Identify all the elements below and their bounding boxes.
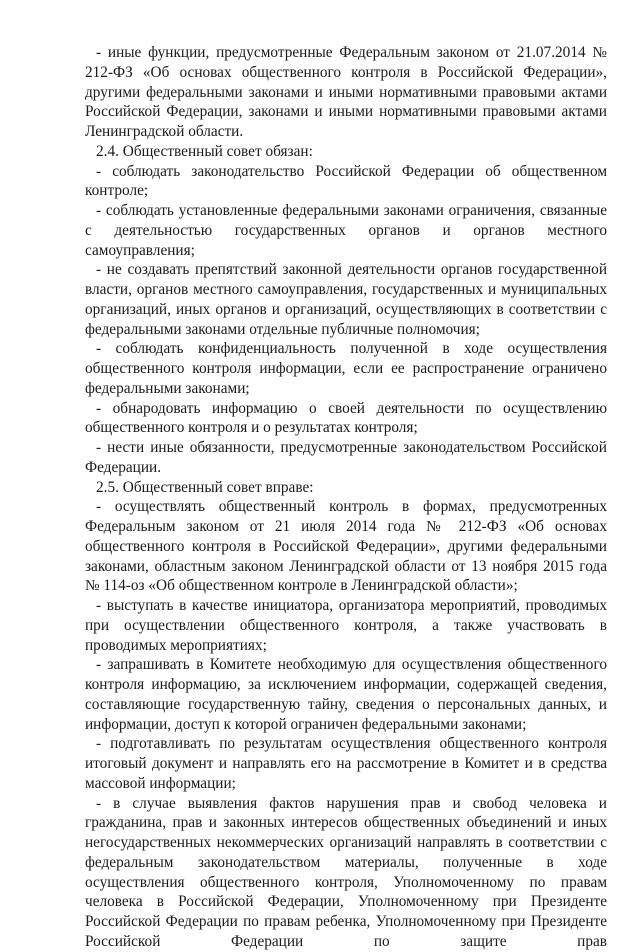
paragraph-final-document: - подготавливать по результатам осуществления общественного контроля итоговый документ и направлять его на рассмотрение в Комитет и в средства массовой информации; xyxy=(85,735,607,792)
section-heading-2-4: 2.4. Общественный совет обязан: xyxy=(96,142,313,160)
paragraph-obey-restrictions: - соблюдать установленные федеральными законами ограничения, связанные с деятельностью государственных органов и органов местного самоуправления; xyxy=(85,202,607,259)
paragraph-initiator: - выступать в качестве инициатора, организатора мероприятий, проводимых при осуществлении общественного контроля, а также участвовать в проводимых мероприятиях; xyxy=(85,597,607,654)
paragraph-no-obstacles: - не создавать препятствий законной деятельности органов государственной власти, органов местного самоуправления, государственных и муниципальных организаций, иных органов и организаций, осуществляющих в соответствии с федеральными законами отдельные публичные полномочия; xyxy=(85,261,607,338)
section-heading-2-5: 2.5. Общественный совет вправе: xyxy=(96,478,314,496)
paragraph-rights-violations: - в случае выявления фактов нарушения прав и свобод человека и гражданина, прав и законных интересов общественных объединений и иных негосударственных некоммерческих организаций направлять в соответствии с федеральным законодательством материалы, полученные в ходе осуществления общественного контроля, Уполномоченному по правам человека в Российской Федерации, Уполномоченному при Президенте Российской Федерации по правам ребенка, Уполномоченному при Президенте Российской Федерации по защите прав xyxy=(85,794,607,950)
paragraph-other-duties: - нести иные обязанности, предусмотренные законодательством Российской Федерации. xyxy=(85,439,607,476)
paragraph-request-info: - запрашивать в Комитете необходимую для осуществления общественного контроля информацию, за исключением информации, содержащей сведения, составляющие государственную тайну, сведения о персональных данных, и информации, доступ к которой ограничен федеральными законами; xyxy=(85,656,607,733)
paragraph-other-functions: - иные функции, предусмотренные Федеральным законом от 21.07.2014 № 212-ФЗ «Об основах общественного контроля в Российской Федерации», другими федеральными законами и иными нормативными правовыми актами Российской Федерации, законами и иными нормативными правовыми актами Ленинградской области. xyxy=(85,44,607,140)
paragraph-exercise-control: - осуществлять общественный контроль в формах, предусмотренных Федеральным законом от 21 июля 2014 года № 212-ФЗ «Об основах общественного контроля в Российской Федерации», другими федеральными законами, областным законом Ленинградской области от 13 ноября 2015 года № 114-оз «Об общественном контроле в Ленинградской области»; xyxy=(85,498,607,595)
paragraph-confidentiality: - соблюдать конфиденциальность полученной в ходе осуществления общественного контроля информации, если ее распространение ограничено федеральными законами; xyxy=(85,340,607,397)
paragraph-obey-legislation: - соблюдать законодательство Российской Федерации об общественном контроле; xyxy=(85,162,607,200)
paragraph-publish-info: - обнародовать информацию о своей деятельности по осуществлению общественного контроля и о результатах контроля; xyxy=(85,399,607,437)
